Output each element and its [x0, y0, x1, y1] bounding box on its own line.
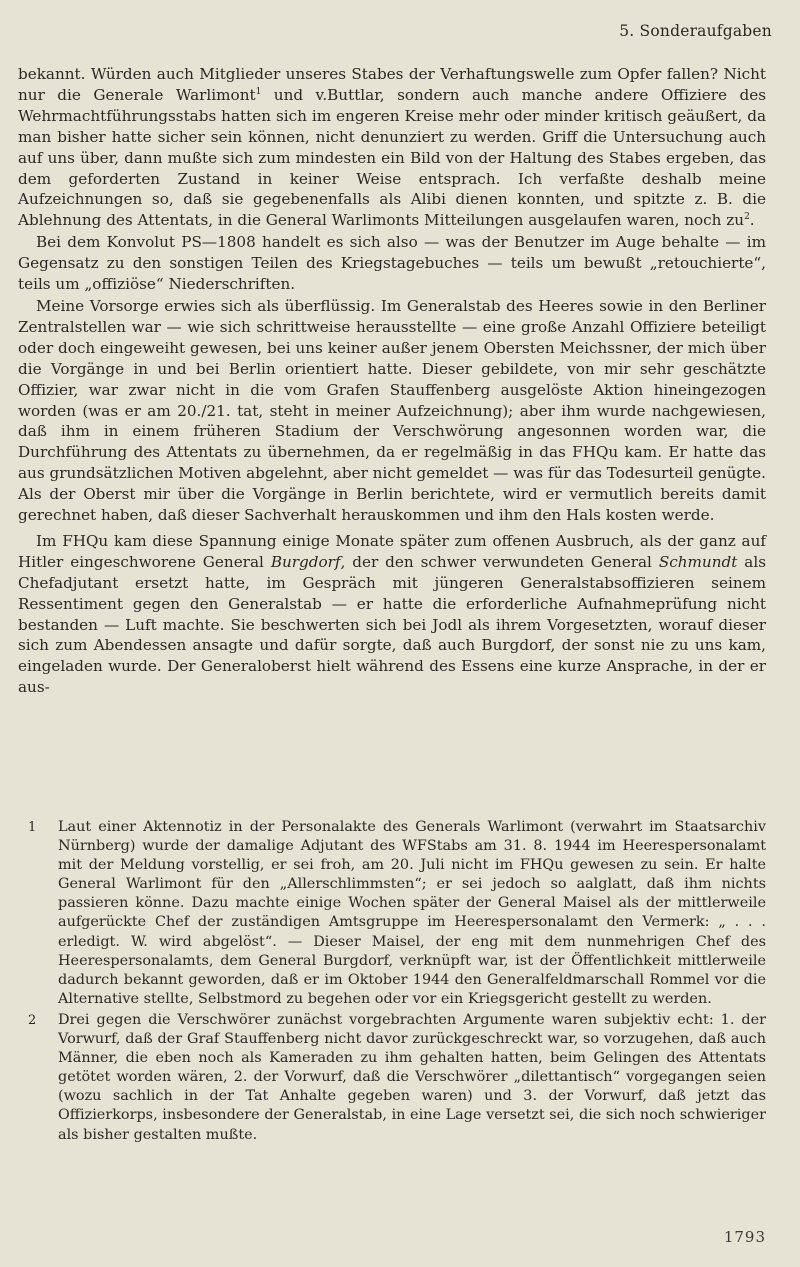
footnote-2 — [18, 1011, 766, 1145]
paragraph-4-part-a: Im FHQu kam diese Spannung einige Monate später zum offenen Ausbruch, als der ganz auf Hitler eingeschworene General — [18, 531, 766, 571]
footnote-2-number: 2 — [28, 1012, 37, 1028]
name-schmundt: Schmundt — [658, 552, 738, 571]
paragraph-4-part-b: , der den schwer verwundeten General — [340, 552, 659, 571]
paragraph-1: bekannt. Würden auch Mitglieder unseres Stabes der Verhaftungswelle zum Opfer fallen? Nicht nur die Generale Warlimont$^1$ und v.Buttlar, sondern auch manche andere Offiziere des Wehrmachtführungsstabs hatten sich im engeren Kreise mehr oder minder kritisch geäußert, da man bisher hatte sicher sein können, nicht denunziert zu werden. Griff die Untersuchung auch auf uns über, dann mußte sich zum mindesten ein Bild von der Haltung des Stabes ergeben, das dem geforderten Zustand in keiner Weise entsprach. Ich verfaßte deshalb meine Aufzeichnungen so, daß sie gegebenenfalls als Alibi dienen konnten, und spitzte z. B. die Ablehnung des Attentats, in die General Warlimonts Mitteilungen ausgelaufen waren, noch $zu^2$. — [18, 65, 767, 230]
main-text — [18, 64, 766, 698]
footnote-1-text: Laut einer Aktennotiz in der Personalakte des Generals Warlimont (verwahrt im Staatsarchiv Nürnberg) wurde der damalige Adjutant des WFStabs am 31. 8. 1944 im Heerespersonalamt mit der Meldung vorstellig, er sei froh, am 20. Juli nicht im FHQu gewesen zu sein. Er halte General Warlimont für den „Allerschlimmsten“; er sei jedoch so aalglatt, daß ihm nichts passieren könne. Dazu machte einige Wochen später der General Maisel als der mittlerweile aufgerückte Chef der zuständigen Amtsgruppe im Heerespersonalamt den Vermerk: „ . . . erledigt. W. wird abgelöst“. — Dieser Maisel, der eng mit dem nunmehrigen Chef des Heerespersonalamts, dem General Burgdorf, verknüpft war, ist der Öffentlichkeit mittlerweile dadurch bekannt geworden, daß er im Oktober 1944 den Generalfeldmarschall Rommel vor die Alternative stellte, Selbstmord zu begehen oder vor ein Kriegsgericht gestellt zu werden. — [58, 819, 766, 1007]
name-burgdorf: Burgdorf — [270, 552, 341, 571]
footnote-1 — [18, 818, 766, 1009]
paragraph-2: Bei dem Konvolut PS—1808 handelt es sich also — was der Benutzer im Auge behalte — im Gegensatz zu den sonstigen Teilen des Kriegstagebuches — teils um bewußt „retouchierte“, teils um „offiziöse“ Niederschriften. — [18, 233, 766, 294]
footnote-ref-2: 2 — [744, 212, 750, 223]
paragraph-4-part-c: als Chefadjutant ersetzt hatte, im Gespräch mit jüngeren Generalstabsoffizieren seinem Ressentiment gegen den Generalstab — er hatte die erforderliche Aufnahmeprüfung nicht bestanden — Luft machte. Sie beschwerten sich bei Jodl als ihrem Vorgesetzten, worauf dieser sich zum Abendessen ansagte und dafür sorgte, daß auch Burgdorf, der sonst nie zu uns kam, eingeladen wurde. Der Generaloberst hielt während des Essens eine kurze Ansprache, in der er aus- — [18, 552, 766, 697]
paragraph-4 — [18, 531, 766, 698]
footnote-1-number: 1 — [28, 820, 37, 835]
page-number: 1793 — [723, 1228, 766, 1246]
footnote-2-text: Drei gegen die Verschwörer zunächst vorgebrachten Argumente waren subjektiv echt: 1. der Vorwurf, daß der Graf Stauffenberg nicht davor zurückgeschreckt war, so vorzugehen, daß auch Männer, die eben noch als Kameraden zu ihm gehalten hatten, beim Gelingen des Attentats getötet worden wären, 2. der Vorwurf, daß die Verschwörer „dilettantisch“ vorgegangen seien (wozu sachlich in der Tat Anhalte gegeben waren) und 3. der Vorwurf, daß jetzt das Offizierkorps, insbesondere der Generalstab, in eine Lage versetzt sei, die sich noch schwieriger als bisher gestalten mußte. — [58, 1011, 766, 1143]
paragraph-1-part-b: und v.Buttlar, sondern auch manche andere Offiziere des Wehrmachtführungsstabs hatten sich im engeren Kreise mehr oder minder kritisch geäußert, da man bisher hatte sicher sein können, nicht denunziert zu werden. Griff die Untersuchung auch auf uns über, dann mußte sich zum mindesten ein Bild von der Haltung des Stabes ergeben, das dem geforderten Zustand in keiner Weise entsprach. Ich verfaßte deshalb meine Aufzeichnungen so, daß sie gegebenenfalls als Alibi dienen konnten, und spitzte z. B. die Ablehnung des Attentats, in die General Warlimonts Mitteilungen ausgelaufen waren, noch zu — [18, 85, 767, 230]
running-header: 5. Sonderaufgaben — [619, 22, 772, 40]
paragraph-3: Meine Vorsorge erwies sich als überflüssig. Im Generalstab des Heeres sowie in den Berliner Zentralstellen war — wie sich schrittweise herausstellte — eine große Anzahl Offiziere beteiligt oder doch eingeweiht gewesen, bei uns keiner außer jenem Obersten Meichssner, der mich über die Vorgänge in und bei Berlin orientiert hatte. Dieser gebildete, von mir sehr geschätzte Offizier, war zwar nicht in die vom Grafen Stauffenberg ausgelöste Aktion hineingezogen worden (was er am 20./21. tat, steht in meiner Aufzeichnung); aber ihm wurde nachgewiesen, daß ihm in einem früheren Stadium der Verschwörung angesonnen worden war, die Durchführung des Attentats zu übernehmen, da er regelmäßig in das FHQu kam. Er hatte das aus grundsätzlichen Motiven abgelehnt, aber nicht gemeldet — was für das Todesurteil genügte. Als der Oberst mir über die Vorgänge in Berlin berichtete, wird er vermutlich bereits damit gerechnet haben, daß dieser Sachverhalt herauskommen und ihm den Hals kosten werde. — [18, 296, 766, 525]
paragraph-1-part-a: bekannt. Würden auch Mitglieder unseres Stabes der Verhaftungswelle zum Opfer fallen? Nicht nur die Generale Warlimont — [18, 65, 766, 104]
footnotes — [18, 818, 766, 1147]
footnote-ref-1: 1 — [255, 86, 262, 97]
